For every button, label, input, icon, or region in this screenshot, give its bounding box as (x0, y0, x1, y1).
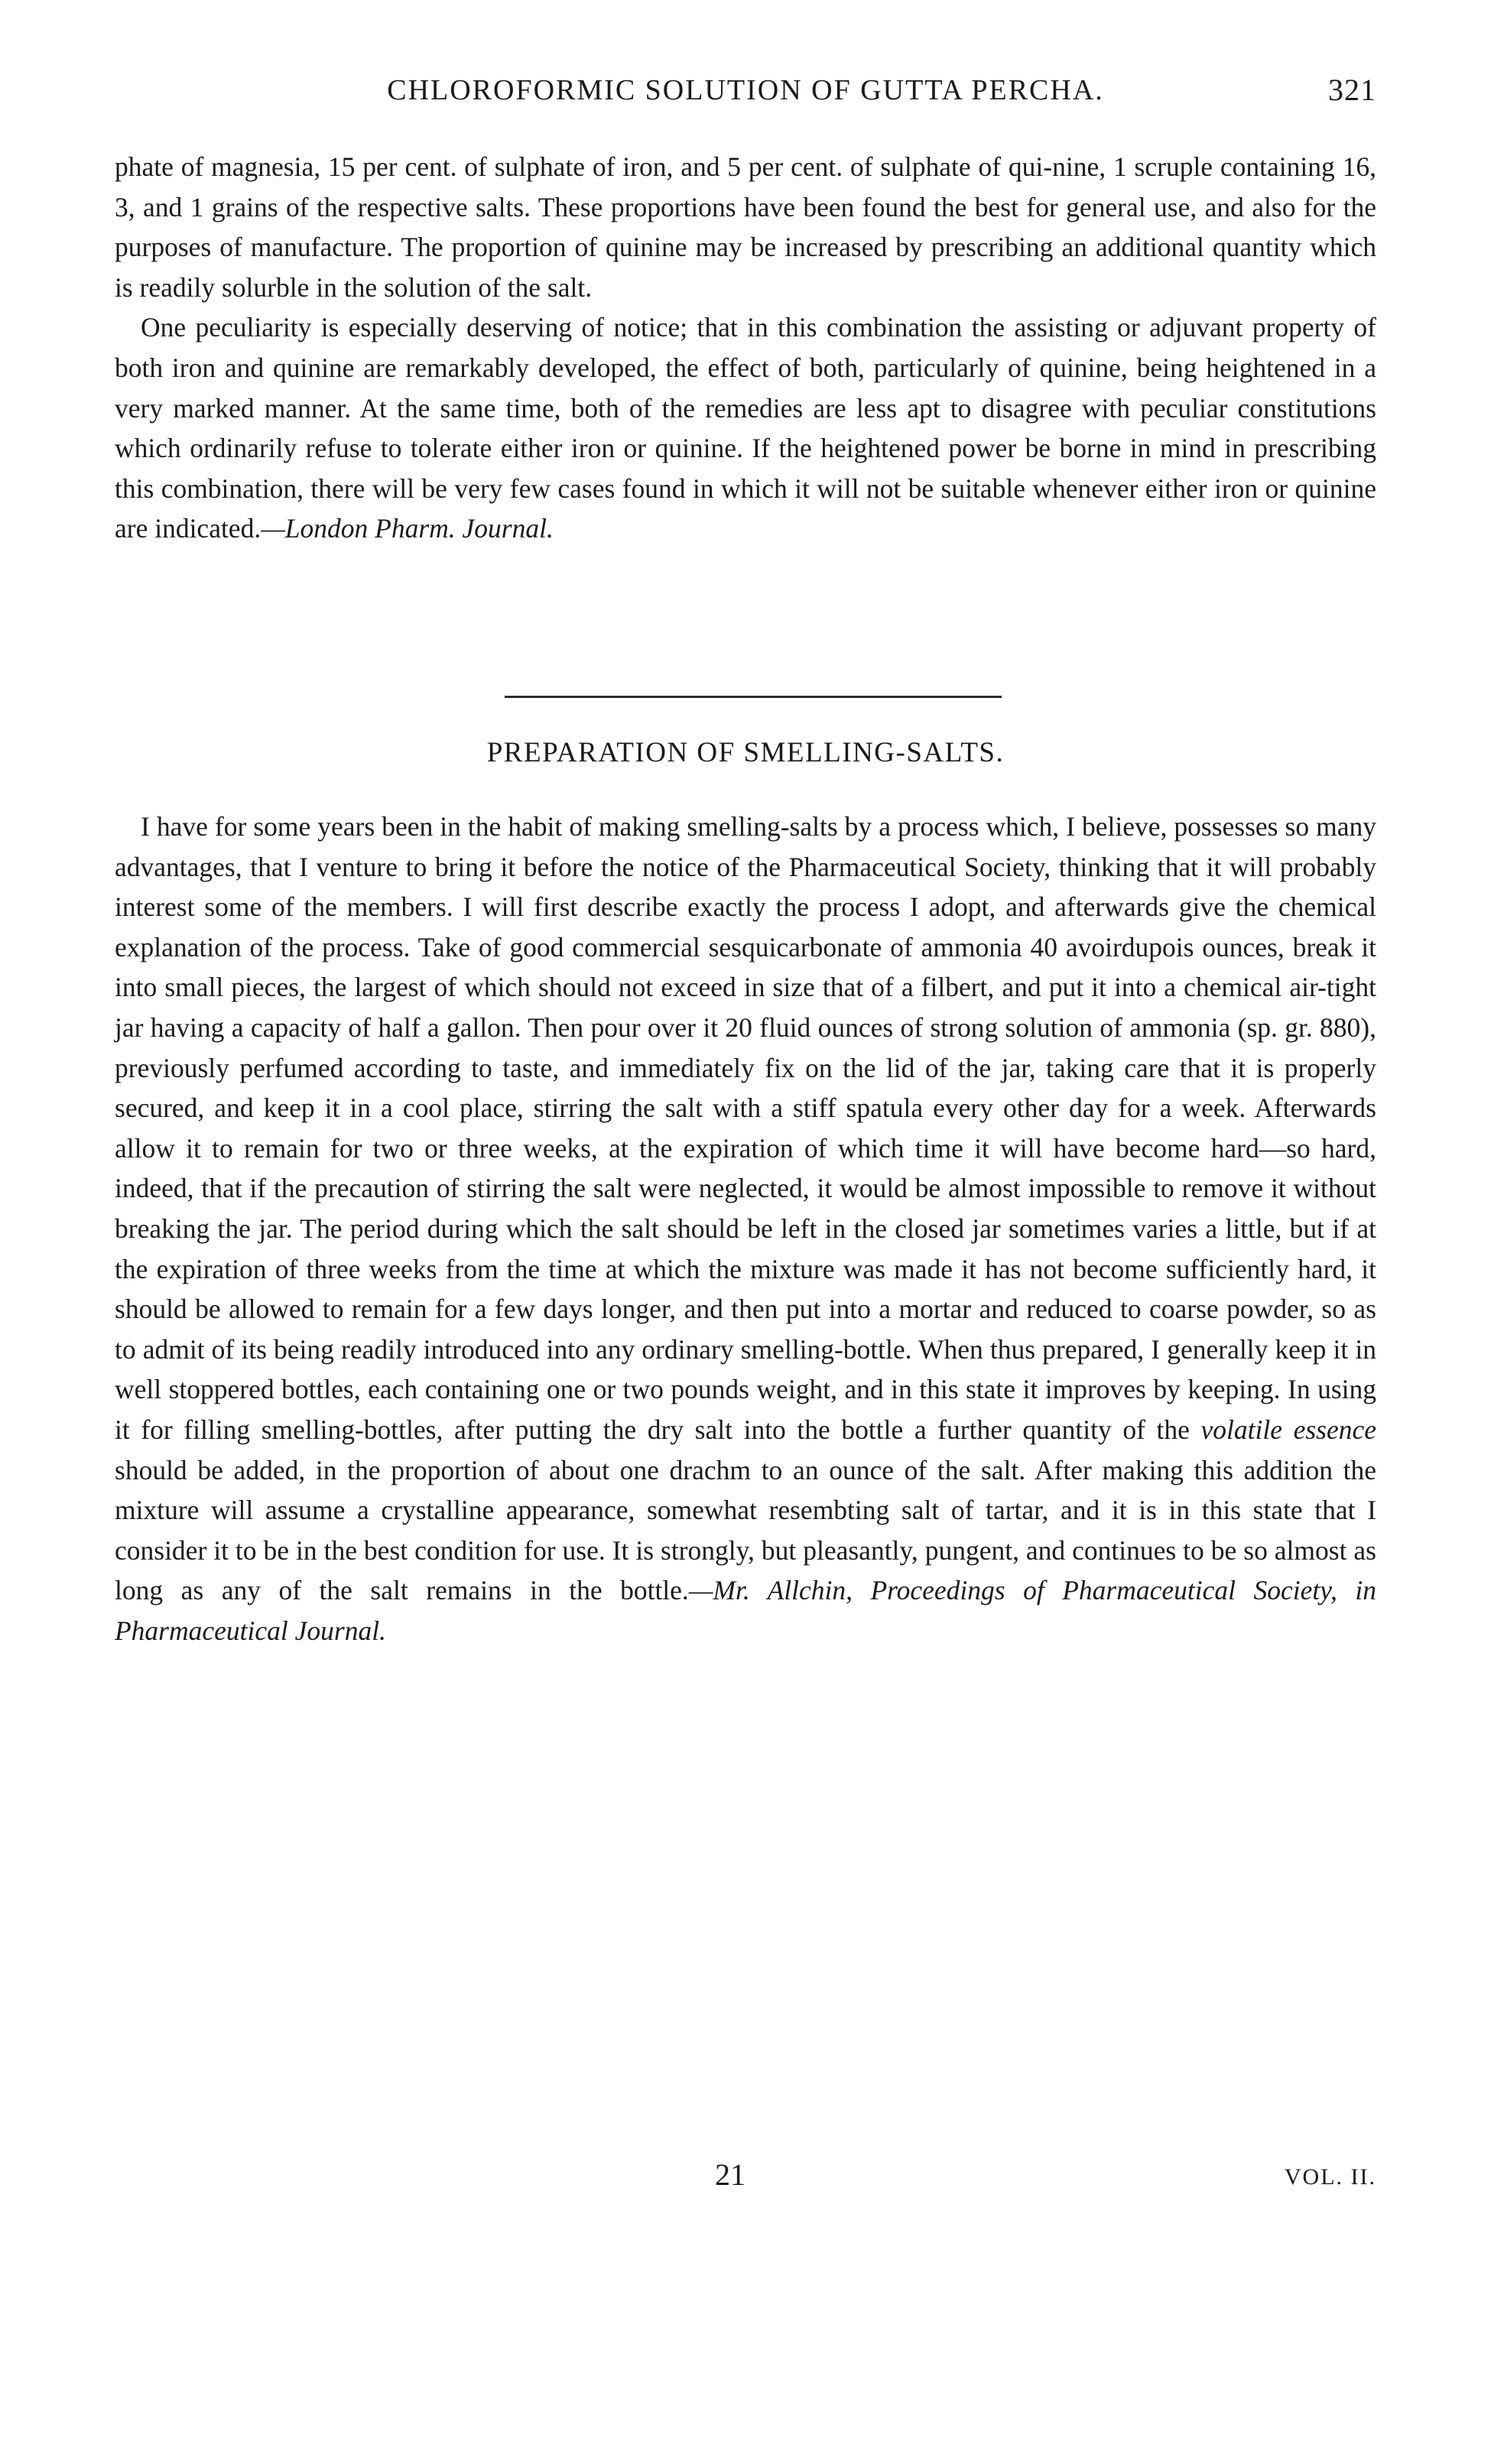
intro-text (115, 147, 1376, 549)
article-text-part-2: should be added, in the proportion of about one drachm to an ounce of the salt. After making this addition the mixture will assume a crystalline appearance, somewhat resembting salt of tartar, and it is in this state that I consider it to be in the best condition for use. It is strongly, but pleasantly, pungent, and continues to be so almost as long as any of the salt remains in the bottle. (115, 1454, 1376, 1606)
article-italic-term: volatile essence (1200, 1414, 1376, 1445)
article-source: —Mr. Allchin, Proceedings of Pharmaceutical Society, in Pharmaceutical Journal. (115, 1575, 1377, 1646)
intro-source: —London Pharm. Journal. (261, 513, 554, 544)
article-paragraph (115, 807, 1376, 1651)
volume-mark: VOL. II. (1284, 2164, 1376, 2190)
intro-paragraph-2 (115, 307, 1376, 549)
signature-mark: 21 (715, 2157, 746, 2192)
article-text-part-1: I have for some years been in the habit of making smelling-salts by a process which, I believe, possesses so many advantages, that I venture to bring it before the notice of the Pharmaceutical Society, thinking that it will probably interest some of the members. I will first describe exactly the process I adopt, and afterwards give the chemical explanation of the process. Take of good commercial sesquicarbonate of ammonia 40 avoirdupois ounces, break it into small pieces, the largest of which should not exceed in size that of a filbert, and put it into a chemical air-tight jar having a capacity of half a gallon. Then pour over it 20 fluid ounces of strong solution of ammonia (sp. gr. 880), previously perfumed according to taste, and immediately fix on the lid of the jar, taking care that it is properly secured, and keep it in a cool place, stirring the salt with a stiff spatula every other day for a week. Afterwards allow it to remain for two or three weeks, at the expiration of which time it will have become hard—so hard, indeed, that if the precaution of stirring the salt were neglected, it would be almost impossible to remove it without breaking the jar. The period during which the salt should be left in the closed jar sometimes varies a little, but if at the expiration of three weeks from the time at which the mixture was made it has not become sufficiently hard, it should be allowed to remain for a few days longer, and then put into a mortar and reduced to coarse powder, so as to admit of its being readily introduced into any ordinary smelling-bottle. When thus prepared, I generally keep it in well stoppered bottles, each containing one or two pounds weight, and in this state it improves by keeping. In using it for filling smelling-bottles, after putting the dry salt into the bottle a further quantity of the (115, 811, 1376, 1445)
running-head (115, 67, 1376, 113)
intro-paragraph-1: phate of magnesia, 15 per cent. of sulphate of iron, and 5 per cent. of sulphate of qui-nine, 1 scruple containing 16, 3, and 1 grains of the respective salts. These proportions have been found the best for general use, and also for the purposes of manufacture. The proportion of quinine may be increased by prescribing an additional quantity which is readily solurble in the solution of the salt. (115, 151, 1376, 303)
intro-paragraph-2-text: One peculiarity is especially deserving of notice; that in this combination the assisting or adjuvant property of both iron and quinine are remarkably developed, the effect of both, particularly of quinine, being heightened in a very marked manner. At the same time, both of the remedies are less apt to disagree with peculiar constitutions which ordinarily refuse to tolerate either iron or quinine. If the heightened power be borne in mind in prescribing this combination, there will be very few cases found in which it will not be suitable whenever either iron or quinine are indicated. (115, 312, 1376, 544)
page-number: 321 (1328, 73, 1376, 107)
section-divider (505, 696, 1002, 698)
running-title: CHLOROFORMIC SOLUTION OF GUTTA PERCHA. (387, 74, 1104, 106)
section-heading: PREPARATION OF SMELLING-SALTS. (486, 737, 1005, 768)
article-text (115, 807, 1376, 1651)
